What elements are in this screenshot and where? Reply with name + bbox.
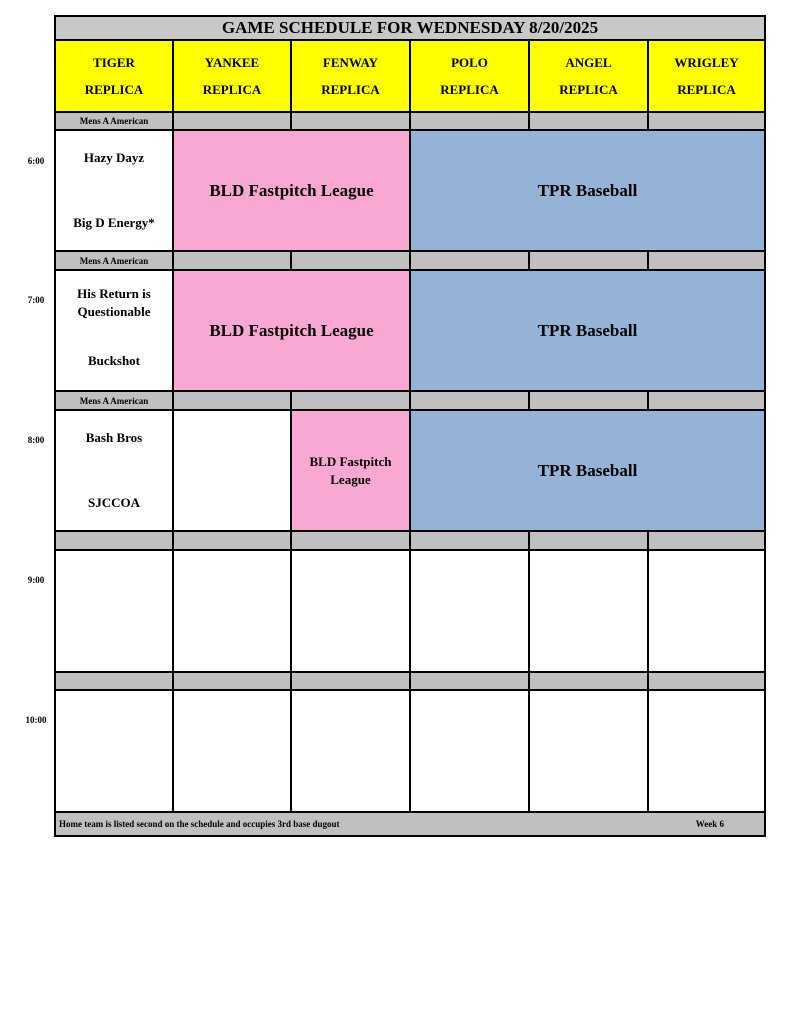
field-sub: REPLICA	[559, 82, 618, 97]
divider-cell	[647, 250, 766, 271]
field-sub: REPLICA	[202, 82, 262, 97]
divider-cell	[647, 530, 766, 551]
divider-cell	[528, 111, 649, 131]
field-name: WRIGLEY	[674, 55, 739, 70]
empty-cell	[54, 549, 174, 673]
divider-cell	[290, 530, 411, 551]
field-name: TIGER	[93, 55, 135, 70]
empty-cell	[290, 549, 411, 673]
empty-cell	[172, 549, 292, 673]
divider-cell	[290, 111, 411, 131]
field-name: FENWAY	[322, 55, 379, 70]
field-sub: REPLICA	[677, 82, 736, 97]
divider-cell	[528, 250, 649, 271]
divider-cell	[409, 111, 530, 131]
time-label-10: 10:00	[25, 715, 47, 725]
divider-cell	[409, 250, 530, 271]
field-header-angel	[528, 39, 649, 113]
home-team: SJCCOA	[87, 495, 140, 510]
divider-cell	[172, 530, 292, 551]
divider-cell	[290, 390, 411, 411]
divider-cell	[528, 390, 649, 411]
empty-cell	[409, 689, 530, 813]
away-team: Hazy Dayz	[83, 150, 145, 165]
empty-cell	[54, 689, 174, 813]
divider-cell	[647, 390, 766, 411]
field-header-wrigley	[647, 39, 766, 113]
division-label: Mens A American	[54, 250, 174, 271]
time-label-9: 9:00	[27, 575, 45, 585]
divider-cell	[54, 671, 174, 691]
empty-cell	[172, 689, 292, 813]
booking-tpr-baseball: TPR Baseball	[409, 409, 766, 532]
divider-cell	[409, 390, 530, 411]
matchup-cell	[54, 129, 174, 252]
matchup-cell	[54, 269, 174, 392]
empty-cell	[172, 409, 292, 532]
field-name: YANKEE	[204, 55, 260, 70]
matchup-cell	[54, 409, 174, 532]
schedule-footer	[54, 811, 766, 837]
divider-cell	[172, 111, 292, 131]
field-sub: REPLICA	[440, 82, 499, 97]
empty-cell	[409, 549, 530, 673]
field-header-yankee	[172, 39, 292, 113]
booking-bld-fastpitch: BLD Fastpitch League	[172, 129, 411, 252]
empty-cell	[528, 549, 649, 673]
time-label-6: 6:00	[27, 156, 45, 166]
field-header-fenway	[290, 39, 411, 113]
divider-cell	[172, 671, 292, 691]
divider-cell	[647, 671, 766, 691]
booking-bld-fastpitch: BLD Fastpitch League	[290, 409, 411, 532]
home-team: Big D Energy*	[73, 215, 155, 230]
empty-cell	[528, 689, 649, 813]
field-sub: REPLICA	[321, 82, 380, 97]
divider-cell	[647, 111, 766, 131]
schedule-title: GAME SCHEDULE FOR WEDNESDAY 8/20/2025	[54, 15, 766, 41]
divider-cell	[409, 671, 530, 691]
divider-cell	[290, 250, 411, 271]
footer-note: Home team is listed second on the schedule and occupies 3rd base dugout	[59, 819, 340, 829]
field-header-polo	[409, 39, 530, 113]
divider-cell	[528, 530, 649, 551]
empty-cell	[290, 689, 411, 813]
field-sub: REPLICA	[84, 82, 144, 97]
away-team: Bash Bros	[85, 430, 143, 445]
divider-cell	[172, 250, 292, 271]
empty-cell	[647, 689, 766, 813]
booking-tpr-baseball: TPR Baseball	[409, 269, 766, 392]
home-team: Buckshot	[87, 353, 141, 368]
empty-cell	[647, 549, 766, 673]
divider-cell	[172, 390, 292, 411]
time-label-7: 7:00	[27, 295, 45, 305]
field-name: ANGEL	[565, 55, 612, 70]
field-header-tiger	[54, 39, 174, 113]
divider-cell	[409, 530, 530, 551]
divider-cell	[528, 671, 649, 691]
booking-tpr-baseball: TPR Baseball	[409, 129, 766, 252]
booking-bld-fastpitch: BLD Fastpitch League	[172, 269, 411, 392]
field-name: POLO	[451, 55, 488, 70]
divider-cell	[54, 530, 174, 551]
time-label-8: 8:00	[27, 435, 45, 445]
division-label: Mens A American	[54, 111, 174, 131]
away-team: His Return is Questionable	[77, 286, 151, 319]
division-label: Mens A American	[54, 390, 174, 411]
divider-cell	[290, 671, 411, 691]
week-label: Week 6	[695, 819, 724, 829]
